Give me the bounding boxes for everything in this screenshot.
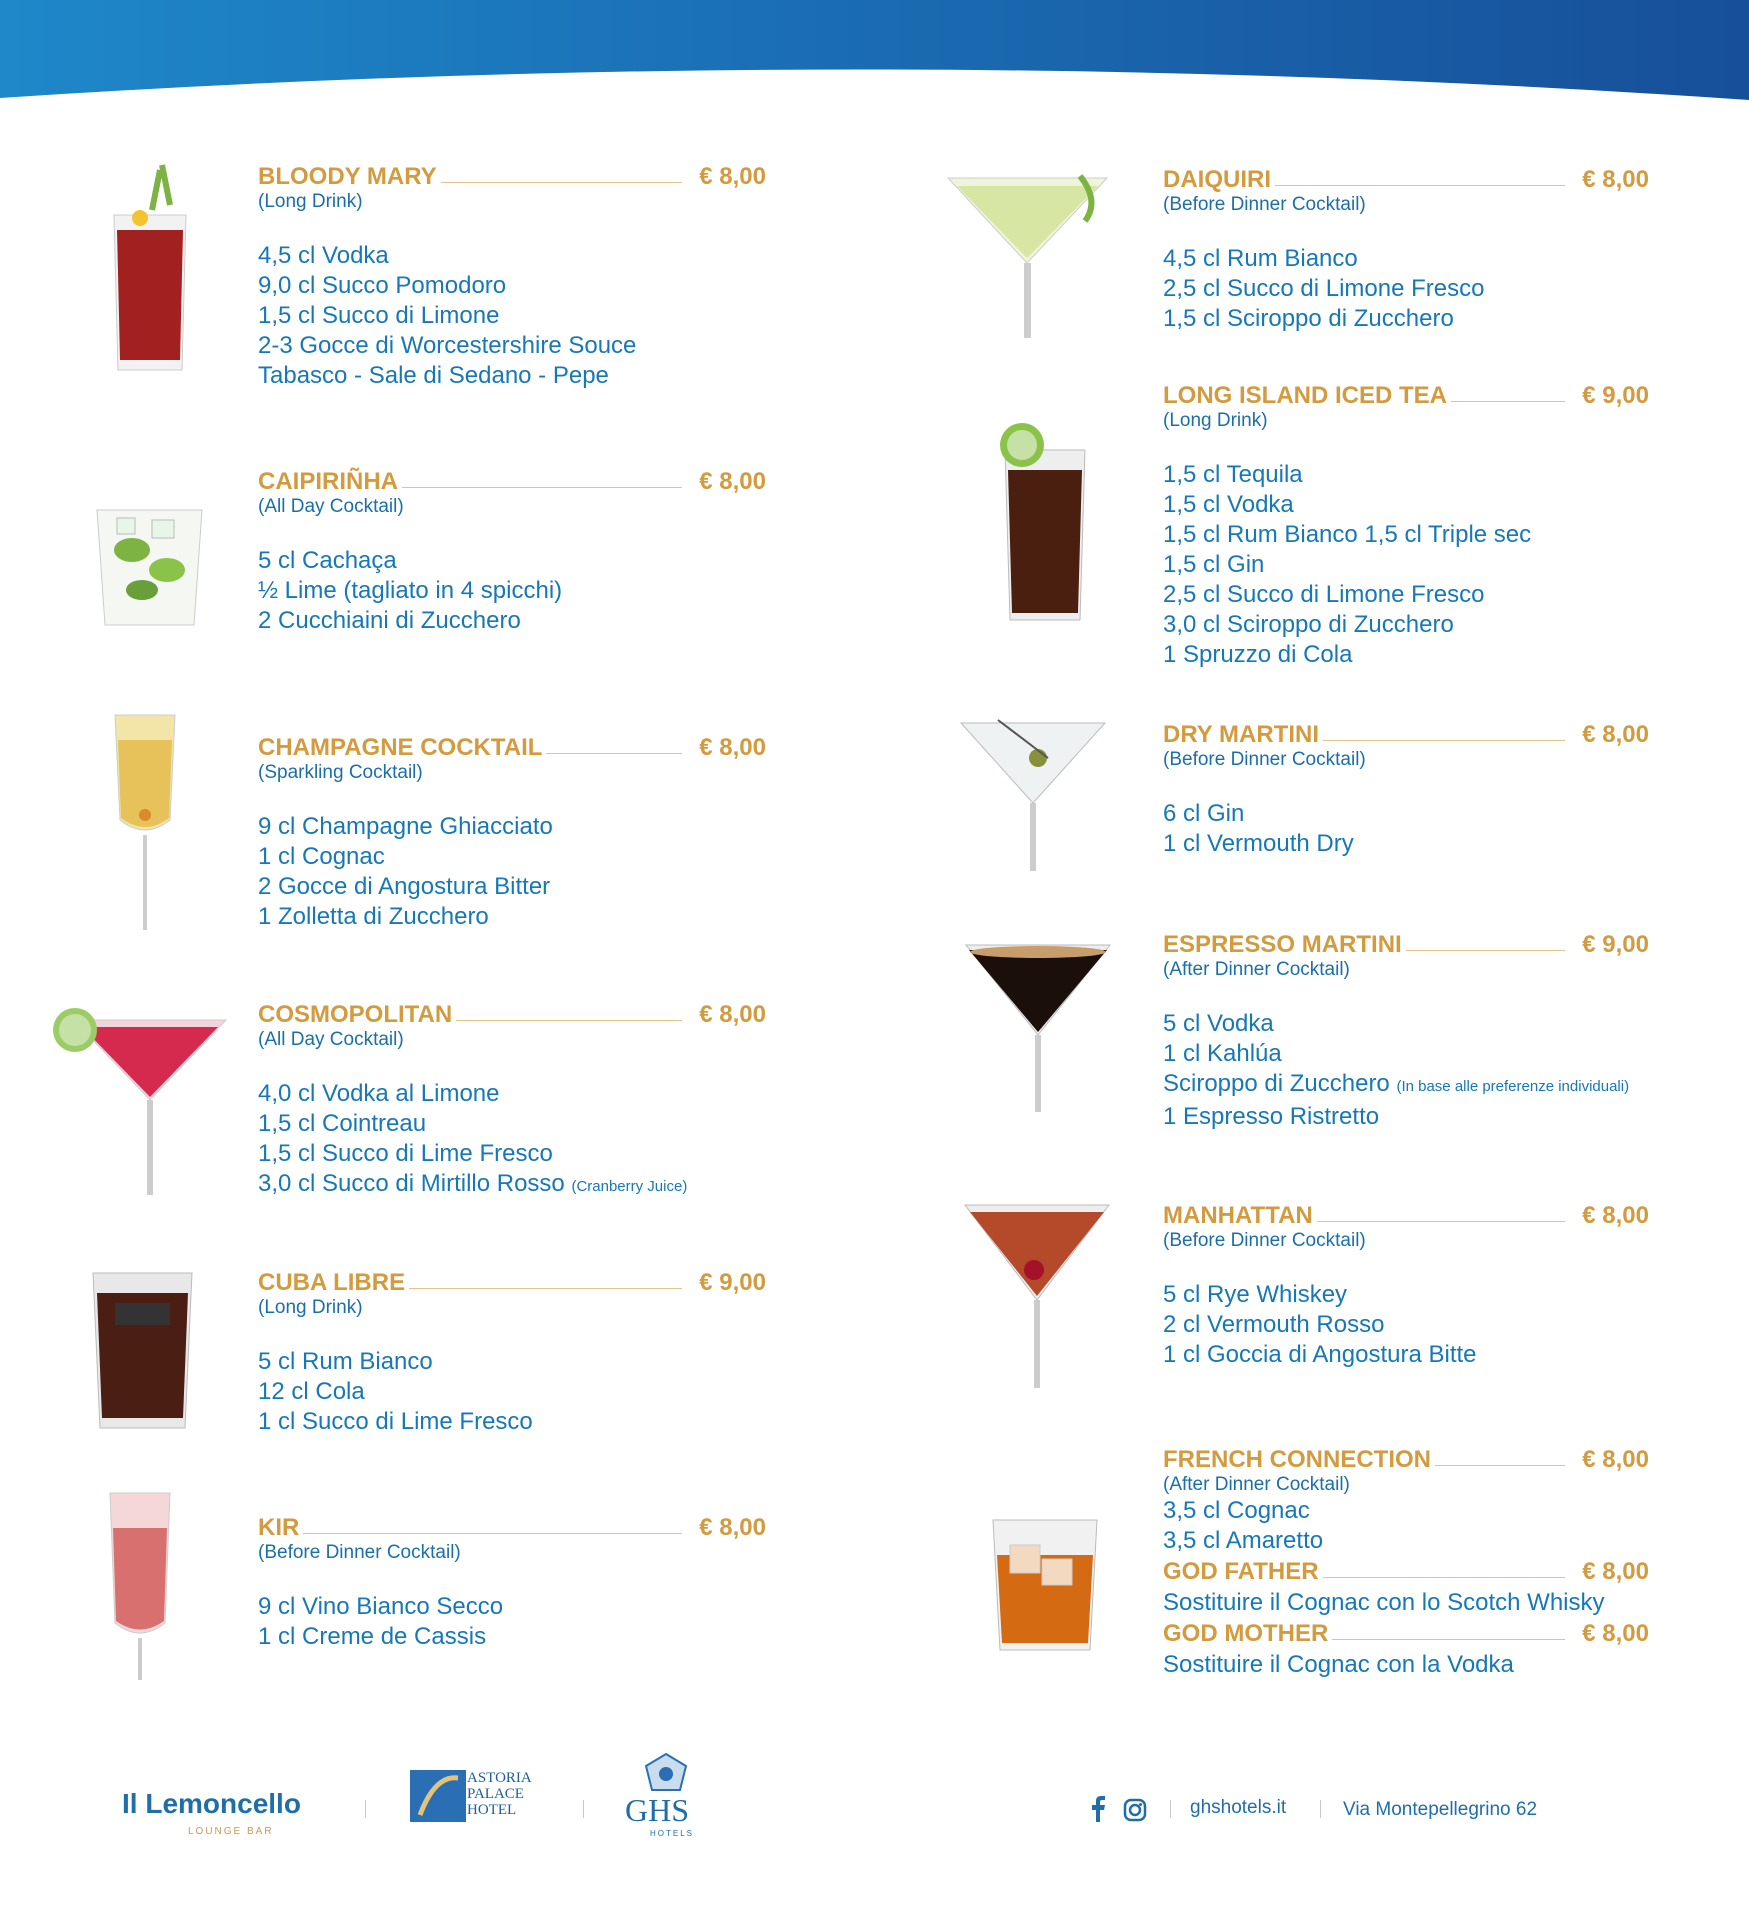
ingredient: 5 cl Cachaça (258, 547, 397, 574)
item-price: € 8,00 (699, 163, 766, 190)
menu-item (1163, 1202, 1649, 1370)
ingredient: 1 cl Creme de Cassis (258, 1623, 487, 1650)
ingredient: 1,5 cl Gin (1163, 551, 1265, 578)
cosmopolitan-image (40, 1005, 230, 1200)
menu-item (258, 1514, 766, 1652)
item-price: € 9,00 (699, 1269, 766, 1296)
item-price: € 8,00 (1582, 1446, 1649, 1473)
item-name: CUBA LIBRE (258, 1269, 409, 1297)
item-price: € 9,00 (1582, 382, 1649, 409)
ingredient: 3,0 cl Succo di Mirtillo Rosso (Cranberry Juice) (258, 1170, 688, 1197)
ingredient: 1 cl Goccia di Angostura Bitte (1163, 1341, 1477, 1368)
ingredient: 5 cl Vodka (1163, 1010, 1274, 1037)
top-banner (0, 0, 1749, 120)
item-price: € 8,00 (699, 468, 766, 495)
item-name: COSMOPOLITAN (258, 1001, 456, 1029)
ingredient: 4,5 cl Rum Bianco (1163, 245, 1358, 272)
item-name: DRY MARTINI (1163, 721, 1323, 749)
facebook-icon[interactable] (1090, 1796, 1106, 1822)
instagram-icon[interactable] (1123, 1798, 1147, 1822)
ingredient: 4,5 cl Vodka (258, 242, 389, 269)
menu-item (258, 734, 766, 932)
espresso-martini-image (963, 940, 1113, 1115)
ingredient-note: (Cranberry Juice) (571, 1178, 688, 1195)
ingredient: 1,5 cl Rum Bianco 1,5 cl Triple sec (1163, 521, 1532, 548)
item-price: € 8,00 (1582, 166, 1649, 193)
ingredient: 1 Spruzzo di Cola (1163, 641, 1353, 668)
ingredient: 3,5 cl Amaretto (1163, 1527, 1324, 1554)
ingredient: 2-3 Gocce di Worcestershire Souce (258, 332, 637, 359)
item-price: € 8,00 (699, 734, 766, 761)
menu-item (258, 1001, 766, 1202)
astoria-logo-text: ASTORIA PALACE HOTEL (467, 1770, 532, 1818)
ghs-crest-icon (640, 1752, 692, 1792)
item-price: € 8,00 (699, 1514, 766, 1541)
ingredient: 5 cl Rum Bianco (258, 1348, 433, 1375)
ingredient: 12 cl Cola (258, 1378, 365, 1405)
champagne-image (110, 710, 180, 935)
item-category: (After Dinner Cocktail) (1163, 959, 1350, 980)
item-price: € 8,00 (699, 1001, 766, 1028)
ingredient: 2,5 cl Succo di Limone Fresco (1163, 581, 1485, 608)
ingredient: 9,0 cl Succo Pomodoro (258, 272, 507, 299)
item-name: GOD FATHER (1163, 1558, 1323, 1586)
manhattan-image (962, 1200, 1112, 1390)
menu-item (1163, 721, 1649, 859)
item-name: MANHATTAN (1163, 1202, 1317, 1230)
ingredient: 2,5 cl Succo di Limone Fresco (1163, 275, 1485, 302)
astoria-logo-icon (410, 1770, 466, 1822)
website-link[interactable]: ghshotels.it (1190, 1797, 1287, 1818)
item-category: (Before Dinner Cocktail) (1163, 194, 1366, 215)
item-price: € 9,00 (1582, 931, 1649, 958)
item-category: (Sparkling Cocktail) (258, 762, 423, 783)
ingredient: 1 cl Kahlúa (1163, 1040, 1282, 1067)
item-category: (After Dinner Cocktail) (1163, 1474, 1350, 1495)
ingredient: 1,5 cl Vodka (1163, 491, 1294, 518)
item-category: (All Day Cocktail) (258, 1029, 404, 1050)
menu-item (1163, 166, 1649, 334)
item-price: € 8,00 (1582, 721, 1649, 748)
separator (365, 1800, 366, 1818)
item-name: LONG ISLAND ICED TEA (1163, 382, 1451, 410)
ingredient: 1,5 cl Succo di Lime Fresco (258, 1140, 553, 1167)
item-price: € 8,00 (1582, 1558, 1649, 1585)
ingredient: 6 cl Gin (1163, 800, 1245, 827)
ingredient: Tabasco - Sale di Sedano - Pepe (258, 362, 609, 389)
daiquiri-image (945, 168, 1110, 343)
lemoncello-logo-sub: LOUNGE BAR (188, 1826, 274, 1837)
bloody-mary-image (100, 160, 200, 390)
menu-item (1163, 382, 1649, 670)
menu-item (258, 163, 766, 391)
item-category: (Long Drink) (1163, 410, 1268, 431)
ingredient: 2 Gocce di Angostura Bitter (258, 873, 551, 900)
ingredient: 1,5 cl Succo di Limone (258, 302, 500, 329)
item-category: (Before Dinner Cocktail) (1163, 749, 1366, 770)
ingredient: 2 cl Vermouth Rosso (1163, 1311, 1385, 1338)
ingredient: 1 cl Succo di Lime Fresco (258, 1408, 533, 1435)
separator (1170, 1800, 1171, 1818)
ghs-logo-text: GHS (625, 1792, 690, 1828)
separator (1320, 1800, 1321, 1818)
ghs-logo-sub: HOTELS (650, 1829, 695, 1838)
ingredient-note: (In base alle preferenze individuali) (1396, 1078, 1630, 1095)
ingredient: 9 cl Vino Bianco Secco (258, 1593, 504, 1620)
item-name: FRENCH CONNECTION (1163, 1446, 1435, 1474)
ingredient: 3,0 cl Sciroppo di Zucchero (1163, 611, 1454, 638)
ingredient: 1,5 cl Cointreau (258, 1110, 427, 1137)
item-name: KIR (258, 1514, 303, 1542)
ingredient: 1 cl Cognac (258, 843, 385, 870)
address-text: Via Montepellegrino 62 (1343, 1799, 1538, 1820)
ingredient: 1,5 cl Tequila (1163, 461, 1303, 488)
ingredient: 4,0 cl Vodka al Limone (258, 1080, 500, 1107)
item-category: (Long Drink) (258, 191, 363, 212)
item-category: (All Day Cocktail) (258, 496, 404, 517)
menu-item (1163, 931, 1649, 1132)
long-island-image (990, 415, 1090, 630)
menu-item (258, 1269, 766, 1437)
item-name: CAIPIRIÑHA (258, 468, 402, 496)
separator (583, 1800, 584, 1818)
ingredient: 1,5 cl Sciroppo di Zucchero (1163, 305, 1454, 332)
menu-item-french-connection (1163, 1446, 1649, 1680)
ingredient: 2 Cucchiaini di Zucchero (258, 607, 521, 634)
caipirinha-image (92, 490, 207, 635)
ingredient: Sostituire il Cognac con la Vodka (1163, 1651, 1514, 1678)
footer (0, 1740, 1749, 1850)
item-category: (Before Dinner Cocktail) (258, 1542, 461, 1563)
dry-martini-image (958, 718, 1108, 873)
ingredient: ½ Lime (tagliato in 4 spicchi) (258, 577, 563, 604)
ingredient: 9 cl Champagne Ghiacciato (258, 813, 553, 840)
ingredient: Sostituire il Cognac con lo Scotch Whisky (1163, 1589, 1605, 1616)
kir-image (105, 1488, 175, 1683)
french-connection-image (990, 1515, 1100, 1655)
ingredient: 1 Zolletta di Zucchero (258, 903, 489, 930)
ingredient: 3,5 cl Cognac (1163, 1497, 1310, 1524)
ingredient: Sciroppo di Zucchero (In base alle preferenze individuali) (1163, 1070, 1630, 1097)
item-name: BLOODY MARY (258, 163, 441, 191)
lemoncello-logo-text: Il Lemoncello (122, 1788, 301, 1819)
ingredient: 1 cl Vermouth Dry (1163, 830, 1354, 857)
item-category: (Long Drink) (258, 1297, 363, 1318)
ingredient: 5 cl Rye Whiskey (1163, 1281, 1348, 1308)
ingredient: 1 Espresso Ristretto (1163, 1103, 1380, 1130)
cuba-libre-image (90, 1268, 195, 1433)
item-category: (Before Dinner Cocktail) (1163, 1230, 1366, 1251)
item-price: € 8,00 (1582, 1202, 1649, 1229)
item-name: DAIQUIRI (1163, 166, 1275, 194)
item-name: CHAMPAGNE COCKTAIL (258, 734, 546, 762)
item-name: GOD MOTHER (1163, 1620, 1332, 1648)
item-price: € 8,00 (1582, 1620, 1649, 1647)
menu-item (258, 468, 766, 636)
item-name: ESPRESSO MARTINI (1163, 931, 1406, 959)
